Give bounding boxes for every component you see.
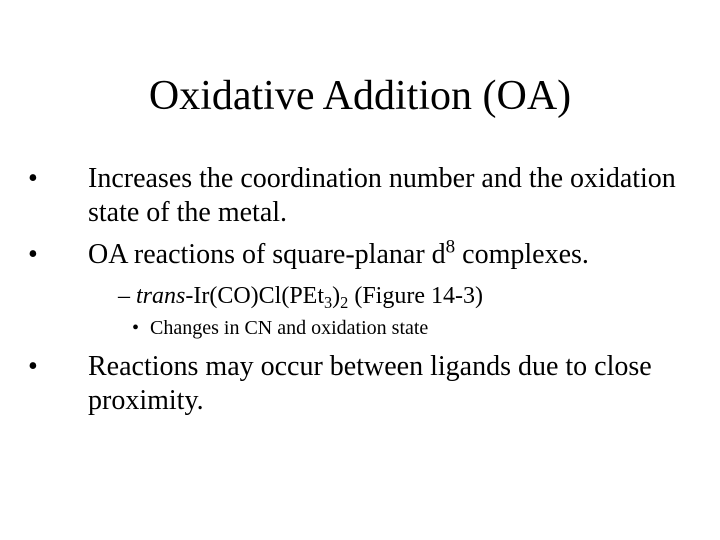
subbullet-trans-ir bbox=[118, 282, 698, 310]
bullet-text: OA reactions of square-planar $d^8$ complexes. bbox=[88, 236, 589, 270]
italic-trans: trans bbox=[136, 283, 186, 309]
bullet-text: Increases the coordination number and the oxidation state of the metal. bbox=[88, 163, 676, 228]
bullet-marker: • bbox=[132, 317, 140, 339]
bullet-coordination-number bbox=[28, 162, 688, 230]
subbullet-text: trans-$Ir(CO)Cl(PEt_3)_2$ (Figure 14-3) bbox=[136, 283, 483, 312]
bullet-reactions-ligands bbox=[28, 350, 688, 418]
slide-title: Oxidative Addition (OA) bbox=[148, 73, 572, 119]
bullet-marker: • bbox=[28, 163, 38, 194]
subsubbullet-changes bbox=[132, 316, 692, 340]
subscript-2: 2 bbox=[340, 292, 349, 312]
bullet-marker: • bbox=[28, 239, 38, 270]
subsubbullet-text: Changes in CN and oxidation state bbox=[150, 317, 429, 339]
dash-marker: – bbox=[118, 283, 130, 309]
bullet-oa-reactions bbox=[28, 238, 688, 272]
bullet-marker: • bbox=[28, 351, 38, 382]
superscript-8: 8 bbox=[445, 236, 456, 258]
subscript-3: 3 bbox=[324, 292, 333, 312]
bullet-text: Reactions may occur between ligands due to close proximity. bbox=[88, 351, 652, 416]
